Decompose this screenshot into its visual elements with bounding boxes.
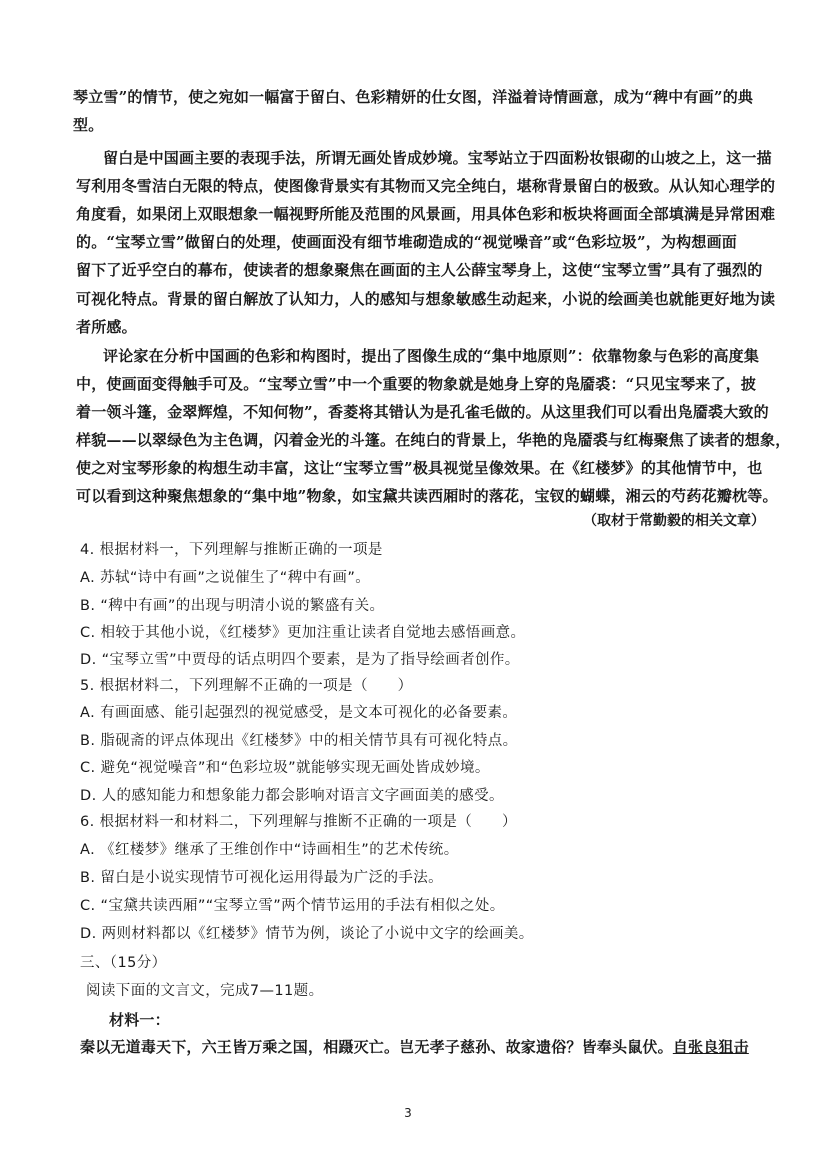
- question-6-option-a: A. 《红楼梦》继承了王维创作中“诗画相生”的艺术传统。: [80, 842, 459, 858]
- question-4-option-a: A. 苏轼“诗中有画”之说催生了“稗中有画”。: [80, 570, 371, 586]
- material2-p2-line: 写利用冬雪洁白无限的特点，使图像背景实有其物而又完全纯白，堪称背景留白的极致。从认知心理学的: [76, 177, 776, 195]
- material2-source: （取材于常勤毅的相关文章）: [583, 513, 765, 529]
- section3-heading: 三、（15分）: [80, 955, 167, 971]
- material2-p3-line: 评论家在分析中国画的色彩和构图时，提出了图像生成的“集中地原则”：依靠物象与色彩的高度集: [103, 347, 760, 365]
- question-4-option-d: D. “宝琴立雪”中贾母的话点明四个要素，是为了指导绘画者创作。: [80, 652, 520, 668]
- material2-p2-line: 留白是中国画主要的表现手法，所谓无画处皆成妙境。宝琴站立于四面粉妆银砌的山坡之上，这一描: [103, 149, 772, 167]
- classical-text-main: 秦以无道毒天下，六王皆万乘之国，相蹑灭亡。岂无孝子慈孙、故家遗俗？皆奉头鼠伏。: [80, 1038, 673, 1056]
- material2-p2-line: 可视化特点。背景的留白解放了认知力，人的感知与想象敏感生动起来，小说的绘画美也就能更好地为读: [76, 290, 776, 308]
- material2-p2-line: 留下了近乎空白的幕布，使读者的想象聚焦在画面的主人公薛宝琴身上，这使“宝琴立雪”具有了强烈的: [76, 261, 763, 279]
- question-5-option-b: B. 脂砚斋的评点体现出《红楼梦》中的相关情节具有可视化特点。: [80, 733, 518, 749]
- material2-line2: 型。: [73, 116, 104, 134]
- material2-p3-line: 可以看到这种聚焦想象的“集中地”物象，如宝黛共读西厢时的落花，宝钗的蝴蝶，湘云的芍药花瓣枕等。: [76, 487, 778, 505]
- section3-classical-text: [0, 1036, 816, 1057]
- question-6-option-c: C. “宝黛共读西厢”“宝琴立雪”两个情节运用的手法有相似之处。: [80, 898, 505, 914]
- material2-p3-line: 中，使画面变得触手可及。“宝琴立雪”中一个重要的物象就是她身上穿的凫靥裘：“只见宝琴来了，披: [76, 375, 757, 393]
- question-6-stem: 6. 根据材料一和材料二，下列理解与推断不正确的一项是（ ）: [80, 814, 517, 830]
- question-5-option-d: D. 人的感知能力和想象能力都会影响对语言文字画面美的感受。: [80, 788, 504, 804]
- material2-line1: 琴立雪”的情节，使之宛如一幅富于留白、色彩精妍的仕女图，洋溢着诗情画意，成为“稗中有画”的典: [73, 88, 754, 106]
- material2-p3-line: 使之对宝琴形象的构想生动丰富，这让“宝琴立雪”极具视觉呈像效果。在《红楼梦》的其他情节中，也: [76, 459, 763, 477]
- question-5-stem: 5. 根据材料二，下列理解不正确的一项是（ ）: [80, 678, 413, 694]
- page-number: 3: [404, 1106, 412, 1120]
- section3-instruction: 阅读下面的文言文，完成7—11题。: [86, 983, 324, 999]
- question-6-option-d: D. 两则材料都以《红楼梦》情节为例，谈论了小说中文字的绘画美。: [80, 926, 534, 942]
- material2-p2-line: 者所感。: [76, 318, 137, 336]
- question-5-option-c: C. 避免“视觉噪音”和“色彩垃圾”就能够实现无画处皆成妙境。: [80, 760, 490, 776]
- classical-text-underlined: 自张良狙击: [672, 1038, 749, 1056]
- section3-material-label: 材料一：: [109, 1011, 170, 1029]
- question-5-option-a: A. 有画面感、能引起强烈的视觉感受，是文本可视化的必备要素。: [80, 705, 518, 721]
- material2-p2-line: 的。“宝琴立雪”做留白的处理，使画面没有细节堆砌造成的“视觉噪音”或“色彩垃圾”，为构想画面: [76, 233, 737, 251]
- question-4-option-b: B. “稗中有画”的出现与明清小说的繁盛有关。: [80, 598, 385, 614]
- material2-p3-line: 样貌——以翠绿色为主色调，闪着金光的斗篷。在纯白的背景上，华艳的凫靥裘与红梅聚焦了读者的想象，: [76, 431, 791, 449]
- question-6-option-b: B. 留白是小说实现情节可视化运用得最为广泛的手法。: [80, 870, 444, 886]
- question-4-stem: 4. 根据材料一，下列理解与推断正确的一项是: [80, 542, 383, 558]
- question-4-option-c: C. 相较于其他小说，《红楼梦》更加注重让读者自觉地去感悟画意。: [80, 625, 526, 641]
- material2-p2-line: 角度看，如果闭上双眼想象一幅视野所能及范围的风景画，用具体色彩和板块将画面全部填满是异常困难: [76, 205, 776, 223]
- material2-p3-line: 着一领斗篷，金翠辉煌，不知何物”，香菱将其错认为是孔雀毛做的。从这里我们可以看出凫靥裘大致的: [76, 403, 769, 421]
